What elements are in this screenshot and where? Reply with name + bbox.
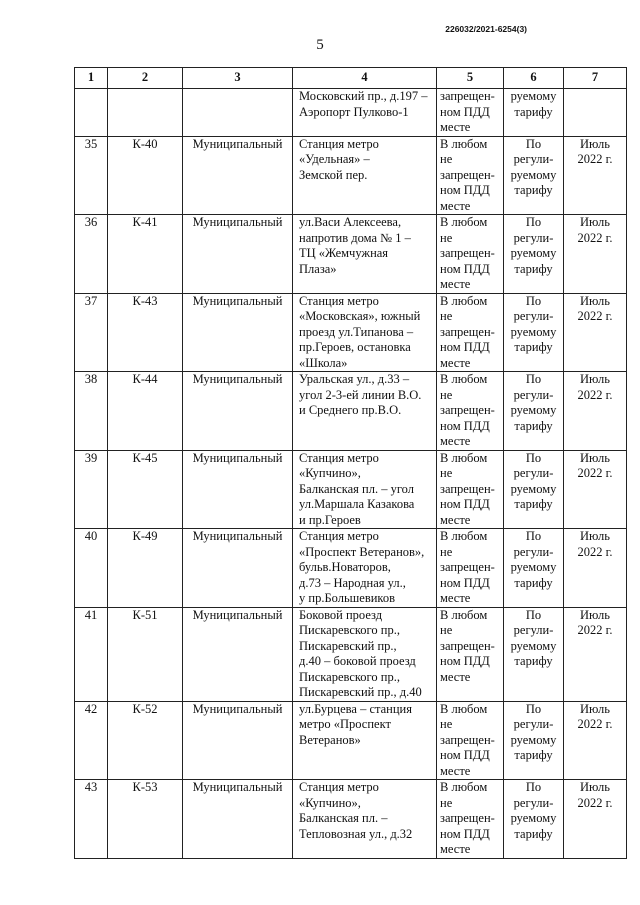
stop-rule	[437, 89, 504, 137]
stop-rule-line: запрещен-	[440, 560, 495, 574]
start-date	[564, 89, 627, 137]
tariff-type-line: регули-	[513, 387, 554, 402]
tariff-type-line: руемому	[510, 811, 557, 825]
stop-rule-line: запрещен-	[440, 481, 495, 496]
route-description-line: у пр.Большевиков	[299, 591, 395, 605]
route-description-line: д.73 – Народная ул.,	[299, 575, 406, 590]
route-description-line: напротив дома № 1 –	[299, 230, 411, 245]
route-description-line: пр.Героев, остановка	[299, 340, 411, 354]
stop-rule-line: не	[440, 466, 453, 480]
row-number: 36	[75, 215, 108, 294]
route-code: К-40	[108, 136, 183, 215]
stop-rule	[437, 136, 504, 215]
stop-rule-line: не	[440, 717, 453, 731]
route-description-line: «Купчино»,	[299, 795, 361, 810]
tariff-type-line: регули-	[513, 623, 554, 637]
tariff-type-line: руемому	[510, 89, 557, 103]
tariff-type-line: регули-	[513, 544, 554, 559]
route-type: Муниципальный	[183, 215, 293, 294]
route-type: Муниципальный	[183, 701, 293, 780]
tariff-type-line: руемому	[510, 638, 557, 653]
tariff-type-line: регули-	[513, 230, 554, 245]
route-description-line: Пискаревского пр.,	[299, 669, 400, 684]
route-description-line: Ветеранов»	[299, 732, 361, 747]
start-date-line: Июль	[580, 607, 610, 622]
route-description-line: «Московская», южный	[299, 309, 421, 323]
tariff-type	[504, 293, 564, 372]
stop-rule-line: запрещен-	[440, 246, 495, 260]
stop-rule-line: ном ПДД	[440, 575, 490, 590]
start-date-line: 2022 г.	[577, 152, 613, 166]
route-description-line: и пр.Героев	[299, 512, 361, 527]
route-type: Муниципальный	[183, 450, 293, 529]
tariff-type	[504, 136, 564, 215]
tariff-type	[504, 89, 564, 137]
tariff-type-line: тарифу	[514, 340, 553, 354]
row-number: 42	[75, 701, 108, 780]
tariff-type-line: регули-	[513, 309, 554, 323]
stop-rule-line: не	[440, 795, 453, 810]
document-registration-number: 226032/2021-6254(3)	[445, 24, 527, 34]
start-date-line: 2022 г.	[577, 795, 613, 810]
table-header-row	[75, 68, 627, 89]
stop-rule-line: ном ПДД	[440, 654, 490, 668]
stop-rule-line: В любом	[440, 136, 488, 151]
column-header-2: 2	[108, 68, 183, 89]
start-date-line: Июль	[580, 372, 610, 386]
start-date-line: Июль	[580, 529, 610, 543]
stop-rule-line: В любом	[440, 529, 488, 543]
route-description	[293, 215, 437, 294]
route-description-line: и Среднего пр.В.О.	[299, 403, 402, 417]
table-row	[75, 215, 627, 294]
route-type: Муниципальный	[183, 529, 293, 608]
tariff-type	[504, 450, 564, 529]
row-number: 43	[75, 780, 108, 859]
route-code: К-45	[108, 450, 183, 529]
route-type: Муниципальный	[183, 136, 293, 215]
route-description-line: «Школа»	[299, 355, 348, 370]
route-description-line: Станция метро	[299, 450, 379, 465]
tariff-type	[504, 215, 564, 294]
column-header-3: 3	[183, 68, 293, 89]
route-code: К-41	[108, 215, 183, 294]
row-number: 35	[75, 136, 108, 215]
start-date-line: Июль	[580, 701, 610, 716]
start-date	[564, 780, 627, 859]
route-description	[293, 529, 437, 608]
tariff-type	[504, 701, 564, 780]
column-header-4: 4	[293, 68, 437, 89]
tariff-type-line: руемому	[510, 560, 557, 574]
start-date	[564, 701, 627, 780]
start-date	[564, 136, 627, 215]
tariff-type-line: регули-	[513, 152, 554, 166]
route-description-line: бульв.Новаторов,	[299, 560, 391, 574]
start-date	[564, 293, 627, 372]
stop-rule	[437, 293, 504, 372]
start-date	[564, 607, 627, 701]
table-row	[75, 450, 627, 529]
stop-rule-line: месте	[440, 763, 471, 778]
tariff-type-line: По	[525, 372, 542, 386]
tariff-type-line: По	[525, 701, 542, 716]
stop-rule-line: ном ПДД	[440, 104, 490, 119]
start-date	[564, 529, 627, 608]
route-description-line: «Купчино»,	[299, 466, 361, 480]
route-description	[293, 293, 437, 372]
tariff-type-line: регули-	[513, 717, 554, 731]
stop-rule-line: ном ПДД	[440, 418, 490, 433]
stop-rule-line: запрещен-	[440, 732, 495, 747]
stop-rule-line: не	[440, 230, 453, 245]
route-code: К-53	[108, 780, 183, 859]
column-header-5: 5	[437, 68, 504, 89]
stop-rule-line: запрещен-	[440, 403, 495, 417]
route-description	[293, 450, 437, 529]
tariff-type-line: регули-	[513, 795, 554, 810]
table-row	[75, 701, 627, 780]
table-row	[75, 529, 627, 608]
start-date-line: 2022 г.	[577, 387, 613, 402]
start-date-line: 2022 г.	[577, 466, 613, 480]
tariff-type-line: тарифу	[514, 654, 553, 668]
route-code: К-44	[108, 372, 183, 451]
tariff-type	[504, 780, 564, 859]
start-date-line: Июль	[580, 780, 610, 794]
table-row	[75, 607, 627, 701]
tariff-type-line: тарифу	[514, 748, 553, 762]
route-code: К-51	[108, 607, 183, 701]
route-description-line: Пискаревского пр.,	[299, 623, 400, 637]
stop-rule	[437, 215, 504, 294]
stop-rule	[437, 701, 504, 780]
route-description	[293, 89, 437, 137]
tariff-type-line: руемому	[510, 732, 557, 747]
tariff-type-line: По	[525, 136, 542, 151]
tariff-type	[504, 529, 564, 608]
row-number: 40	[75, 529, 108, 608]
route-description-line: «Проспект Ветеранов»,	[299, 544, 425, 559]
route-description-line: Станция метро	[299, 293, 379, 308]
route-description	[293, 372, 437, 451]
stop-rule-line: В любом	[440, 701, 488, 716]
stop-rule-line: ном ПДД	[440, 748, 490, 762]
start-date-line: Июль	[580, 293, 610, 308]
stop-rule-line: месте	[440, 198, 471, 213]
row-number: 38	[75, 372, 108, 451]
start-date-line: 2022 г.	[577, 544, 613, 559]
route-description-line: Балканская пл. –	[299, 811, 388, 825]
stop-rule-line: месте	[440, 842, 471, 856]
stop-rule-line: запрещен-	[440, 324, 495, 339]
stop-rule-line: не	[440, 544, 453, 559]
route-description-line: Станция метро	[299, 136, 379, 151]
column-header-7: 7	[564, 68, 627, 89]
tariff-type-line: По	[525, 780, 542, 794]
route-description-line: «Удельная» –	[299, 152, 370, 166]
column-header-6: 6	[504, 68, 564, 89]
tariff-type-line: руемому	[510, 481, 557, 496]
route-description-line: Пискаревский пр.,	[299, 638, 397, 653]
stop-rule	[437, 780, 504, 859]
route-code: К-49	[108, 529, 183, 608]
tariff-type-line: руемому	[510, 167, 557, 182]
tariff-type-line: тарифу	[514, 183, 553, 197]
start-date	[564, 215, 627, 294]
route-description-line: метро «Проспект	[299, 717, 391, 731]
route-description-line: Уральская ул., д.33 –	[299, 372, 410, 386]
table-row	[75, 780, 627, 859]
stop-rule-line: В любом	[440, 607, 488, 622]
stop-rule-line: В любом	[440, 293, 488, 308]
route-description-line: Тепловозная ул., д.32	[299, 826, 413, 841]
tariff-type	[504, 607, 564, 701]
stop-rule-line: ном ПДД	[440, 183, 490, 197]
stop-rule-line: не	[440, 309, 453, 323]
stop-rule-line: запрещен-	[440, 811, 495, 825]
stop-rule-line: В любом	[440, 780, 488, 794]
stop-rule-line: В любом	[440, 372, 488, 386]
row-number: 41	[75, 607, 108, 701]
stop-rule-line: месте	[440, 355, 471, 370]
route-type	[183, 89, 293, 137]
routes-table	[74, 67, 627, 859]
tariff-type-line: руемому	[510, 324, 557, 339]
tariff-type-line: руемому	[510, 246, 557, 260]
table-row	[75, 372, 627, 451]
stop-rule	[437, 607, 504, 701]
start-date-line: Июль	[580, 450, 610, 465]
tariff-type-line: По	[525, 293, 542, 308]
route-description	[293, 607, 437, 701]
table-row	[75, 136, 627, 215]
stop-rule-line: запрещен-	[440, 167, 495, 182]
stop-rule-line: ном ПДД	[440, 340, 490, 354]
route-description-line: Аэропорт Пулково-1	[299, 104, 409, 119]
stop-rule	[437, 529, 504, 608]
route-description-line: проезд ул.Типанова –	[299, 324, 414, 339]
tariff-type	[504, 372, 564, 451]
stop-rule	[437, 450, 504, 529]
stop-rule-line: месте	[440, 591, 471, 605]
tariff-type-line: регули-	[513, 466, 554, 480]
route-description-line: Балканская пл. – угол	[299, 481, 414, 496]
stop-rule-line: месте	[440, 434, 471, 448]
tariff-type-line: тарифу	[514, 575, 553, 590]
route-type: Муниципальный	[183, 372, 293, 451]
start-date-line: 2022 г.	[577, 717, 613, 731]
table-body	[75, 89, 627, 859]
tariff-type-line: тарифу	[514, 104, 553, 119]
route-description-line: ул.Бурцева – станция	[299, 701, 412, 716]
route-description	[293, 780, 437, 859]
route-description-line: Боковой проезд	[299, 607, 383, 622]
tariff-type-line: тарифу	[514, 261, 553, 276]
tariff-type-line: тарифу	[514, 497, 553, 511]
start-date	[564, 450, 627, 529]
tariff-type-line: тарифу	[514, 418, 553, 433]
stop-rule-line: В любом	[440, 450, 488, 465]
route-code: К-43	[108, 293, 183, 372]
stop-rule-line: В любом	[440, 215, 488, 229]
route-description	[293, 701, 437, 780]
row-number	[75, 89, 108, 137]
route-code: К-52	[108, 701, 183, 780]
stop-rule	[437, 372, 504, 451]
route-type: Муниципальный	[183, 780, 293, 859]
stop-rule-line: ном ПДД	[440, 261, 490, 276]
route-description-line: Земской пер.	[299, 167, 368, 182]
tariff-type-line: По	[525, 607, 542, 622]
route-description-line: Станция метро	[299, 780, 379, 794]
page-number: 5	[316, 37, 324, 53]
table-row	[75, 89, 627, 137]
stop-rule-line: не	[440, 623, 453, 637]
route-description-line: д.40 – боковой проезд	[299, 654, 416, 668]
start-date-line: Июль	[580, 215, 610, 229]
tariff-type-line: тарифу	[514, 826, 553, 841]
stop-rule-line: месте	[440, 277, 471, 291]
stop-rule-line: месте	[440, 669, 471, 684]
route-description-line: Пискаревский пр., д.40	[299, 685, 422, 699]
route-description-line: Станция метро	[299, 529, 379, 543]
stop-rule-line: ном ПДД	[440, 497, 490, 511]
route-description-line: ул.Маршала Казакова	[299, 497, 415, 511]
stop-rule-line: запрещен-	[440, 89, 495, 103]
tariff-type-line: руемому	[510, 403, 557, 417]
route-description	[293, 136, 437, 215]
start-date-line: 2022 г.	[577, 230, 613, 245]
route-code	[108, 89, 183, 137]
table-row	[75, 293, 627, 372]
start-date	[564, 372, 627, 451]
stop-rule-line: запрещен-	[440, 638, 495, 653]
route-description-line: Московский пр., д.197 –	[299, 89, 428, 103]
start-date-line: 2022 г.	[577, 623, 613, 637]
route-type: Муниципальный	[183, 293, 293, 372]
tariff-type-line: По	[525, 450, 542, 465]
start-date-line: Июль	[580, 136, 610, 151]
start-date-line: 2022 г.	[577, 309, 613, 323]
route-description-line: угол 2-3-ей линии В.О.	[299, 387, 422, 402]
tariff-type-line: По	[525, 529, 542, 543]
stop-rule-line: не	[440, 387, 453, 402]
column-header-1: 1	[75, 68, 108, 89]
tariff-type-line: По	[525, 215, 542, 229]
route-description-line: Плаза»	[299, 261, 337, 276]
route-description-line: ТЦ «Жемчужная	[299, 246, 389, 260]
row-number: 39	[75, 450, 108, 529]
stop-rule-line: ном ПДД	[440, 826, 490, 841]
row-number: 37	[75, 293, 108, 372]
stop-rule-line: месте	[440, 512, 471, 527]
route-description-line: ул.Васи Алексеева,	[299, 215, 402, 229]
stop-rule-line: месте	[440, 120, 471, 134]
stop-rule-line: не	[440, 152, 453, 166]
route-type: Муниципальный	[183, 607, 293, 701]
